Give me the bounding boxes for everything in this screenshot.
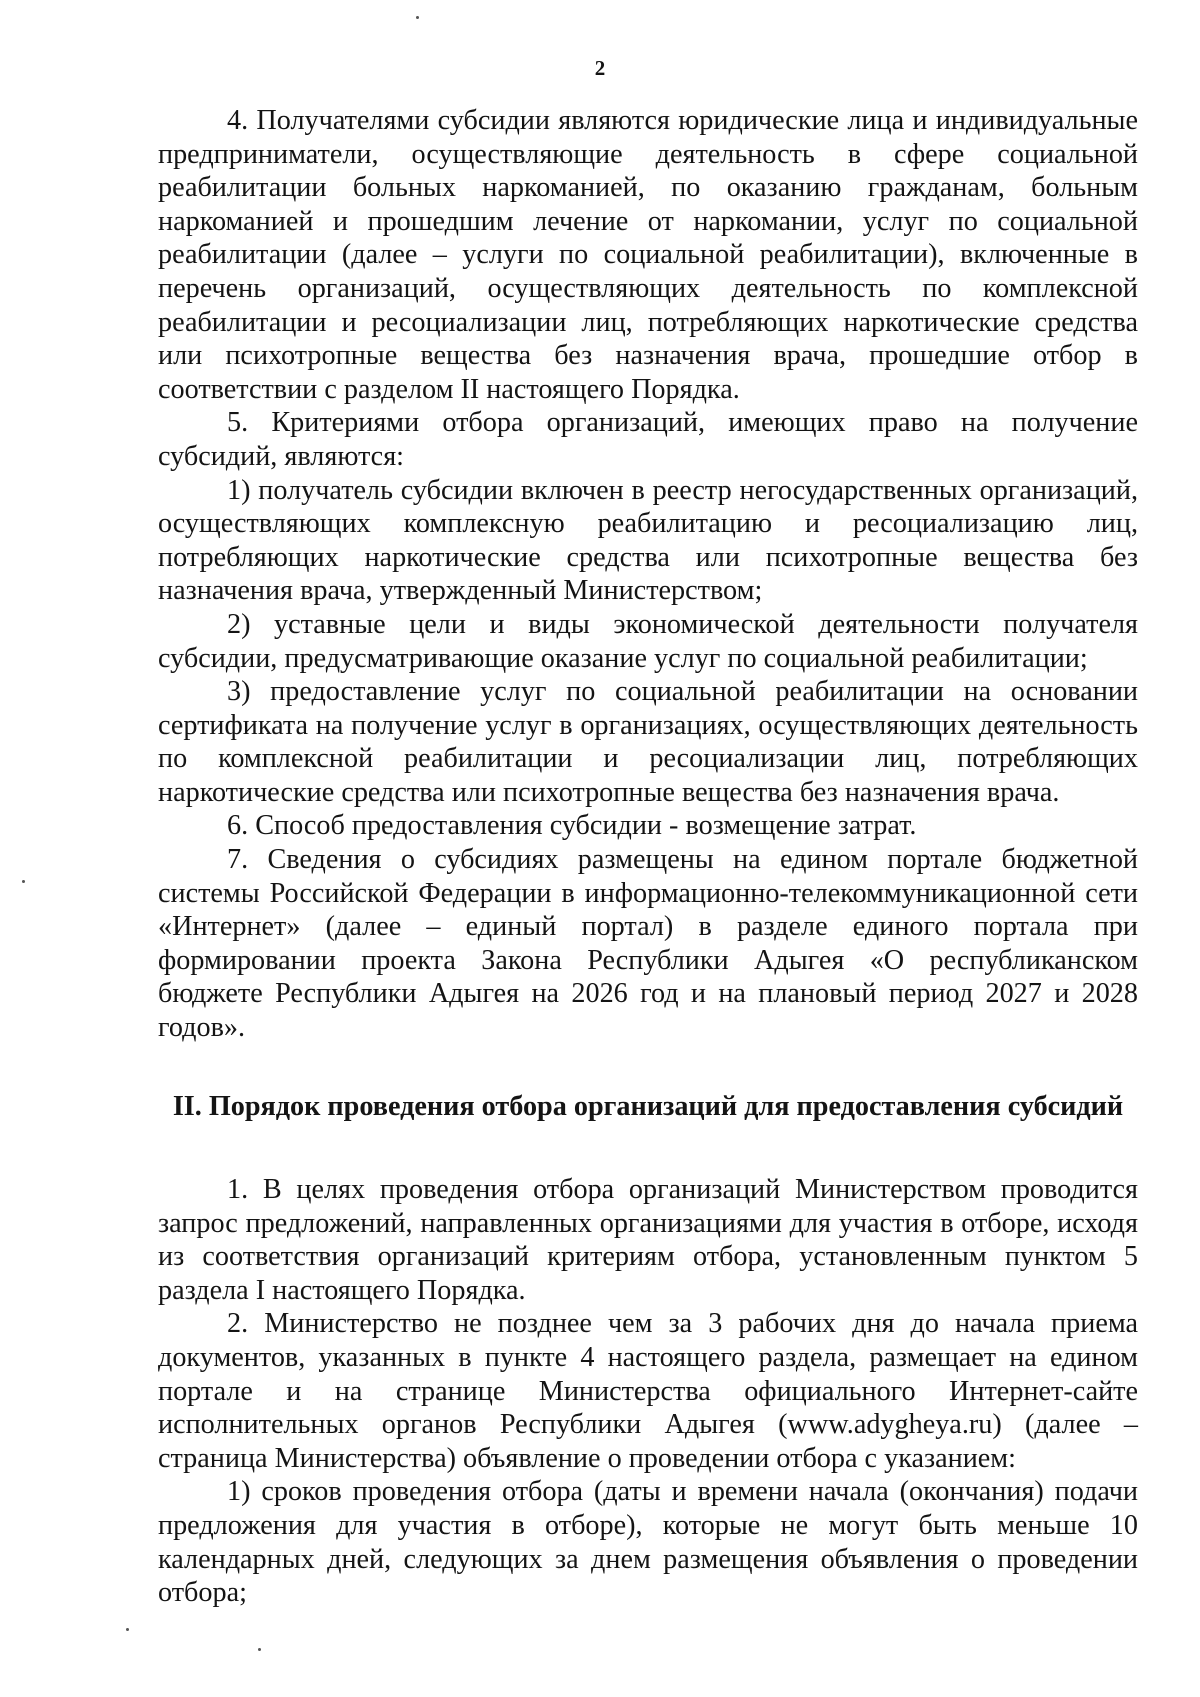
scan-speck xyxy=(258,1648,261,1651)
criterion-3: 3) предоставление услуг по социальной реабилитации на основании сертификата на получение услуг в организациях, осуществляющих деятельность по комплексной реабилитации и ресоциализации лиц, потребляющих наркотические средства или психотропные вещества без назначения врача. xyxy=(158,676,1138,808)
criterion-2: 2) уставные цели и виды экономической деятельности получателя субсидии, предусматривающие оказание услуг по социальной реабилитации; xyxy=(158,608,1138,674)
paragraph-item-4: 4. Получателями субсидии являются юридические лица и индивидуальные предприниматели, осуществляющие деятельность в сфере социальной реабилитации больных наркоманией, по оказанию гражданам, больным наркоманией и прошедшим лечение от наркомании, услуг по социальной реабилитации (далее – услуги по социальной реабилитации), включенные в перечень организаций, осуществляющих деятельность по комплексной реабилитации и ресоциализации лиц, потребляющих наркотические средства или психотропные вещества без назначения врача, прошедшие отбор в соответствии с разделом II настоящего Порядка. xyxy=(158,105,1138,405)
paragraph-item-6: 6. Способ предоставления субсидии - возмещение затрат. xyxy=(227,810,917,842)
section-2-body xyxy=(158,1173,1138,1610)
section-2-subitem-1: 1) сроков проведения отбора (даты и времени начала (окончания) подачи предложения для участия в отборе), которые не могут быть меньше 10 календарных дней, следующих за днем размещения объявления о проведении отбора; xyxy=(158,1476,1138,1609)
paragraph-item-7: 7. Сведения о субсидиях размещены на едином портале бюджетной системы Российской Федерации в информационно-телекоммуникационной сети «Интернет» (далее – единый портал) в разделе единого портала при формировании проекта Закона Республики Адыгея «О республиканском бюджете Республики Адыгея на 2026 год и на плановый период 2027 и 2028 годов». xyxy=(158,844,1138,1044)
scan-speck xyxy=(416,16,419,19)
scan-speck xyxy=(126,1628,129,1631)
section-2-paragraph-2: 2. Министерство не позднее чем за 3 рабочих дня до начала приема документов, указанных в пункте 4 настоящего раздела, размещает на едином портале и на странице Министерства официального Интернет-сайте исполнительных органов Республики Адыгея (www.adygheya.ru) (далее – страница Министерства) объявление о проведении отбора с указанием: xyxy=(158,1308,1138,1474)
section-2-heading: II. Порядок проведения отбора организаций для предоставления субсидий xyxy=(172,1091,1124,1122)
page-number: 2 xyxy=(594,56,606,80)
scan-speck xyxy=(22,880,25,883)
paragraph-item-5: 5. Критериями отбора организаций, имеющих право на получение субсидий, являются: xyxy=(158,407,1138,472)
section-1-body xyxy=(158,104,1138,1045)
criterion-1: 1) получатель субсидии включен в реестр негосударственных организаций, осуществляющих комплексную реабилитацию и ресоциализацию лиц, потребляющих наркотические средства или психотропные вещества без назначения врача, утвержденный Министерством; xyxy=(158,474,1138,607)
section-2-paragraph-1: 1. В целях проведения отбора организаций Министерством проводится запрос предложений, направленных организациями для участия в отборе, исходя из соответствия организаций критериям отбора, установленным пунктом 5 раздела I настоящего Порядка. xyxy=(158,1174,1138,1306)
